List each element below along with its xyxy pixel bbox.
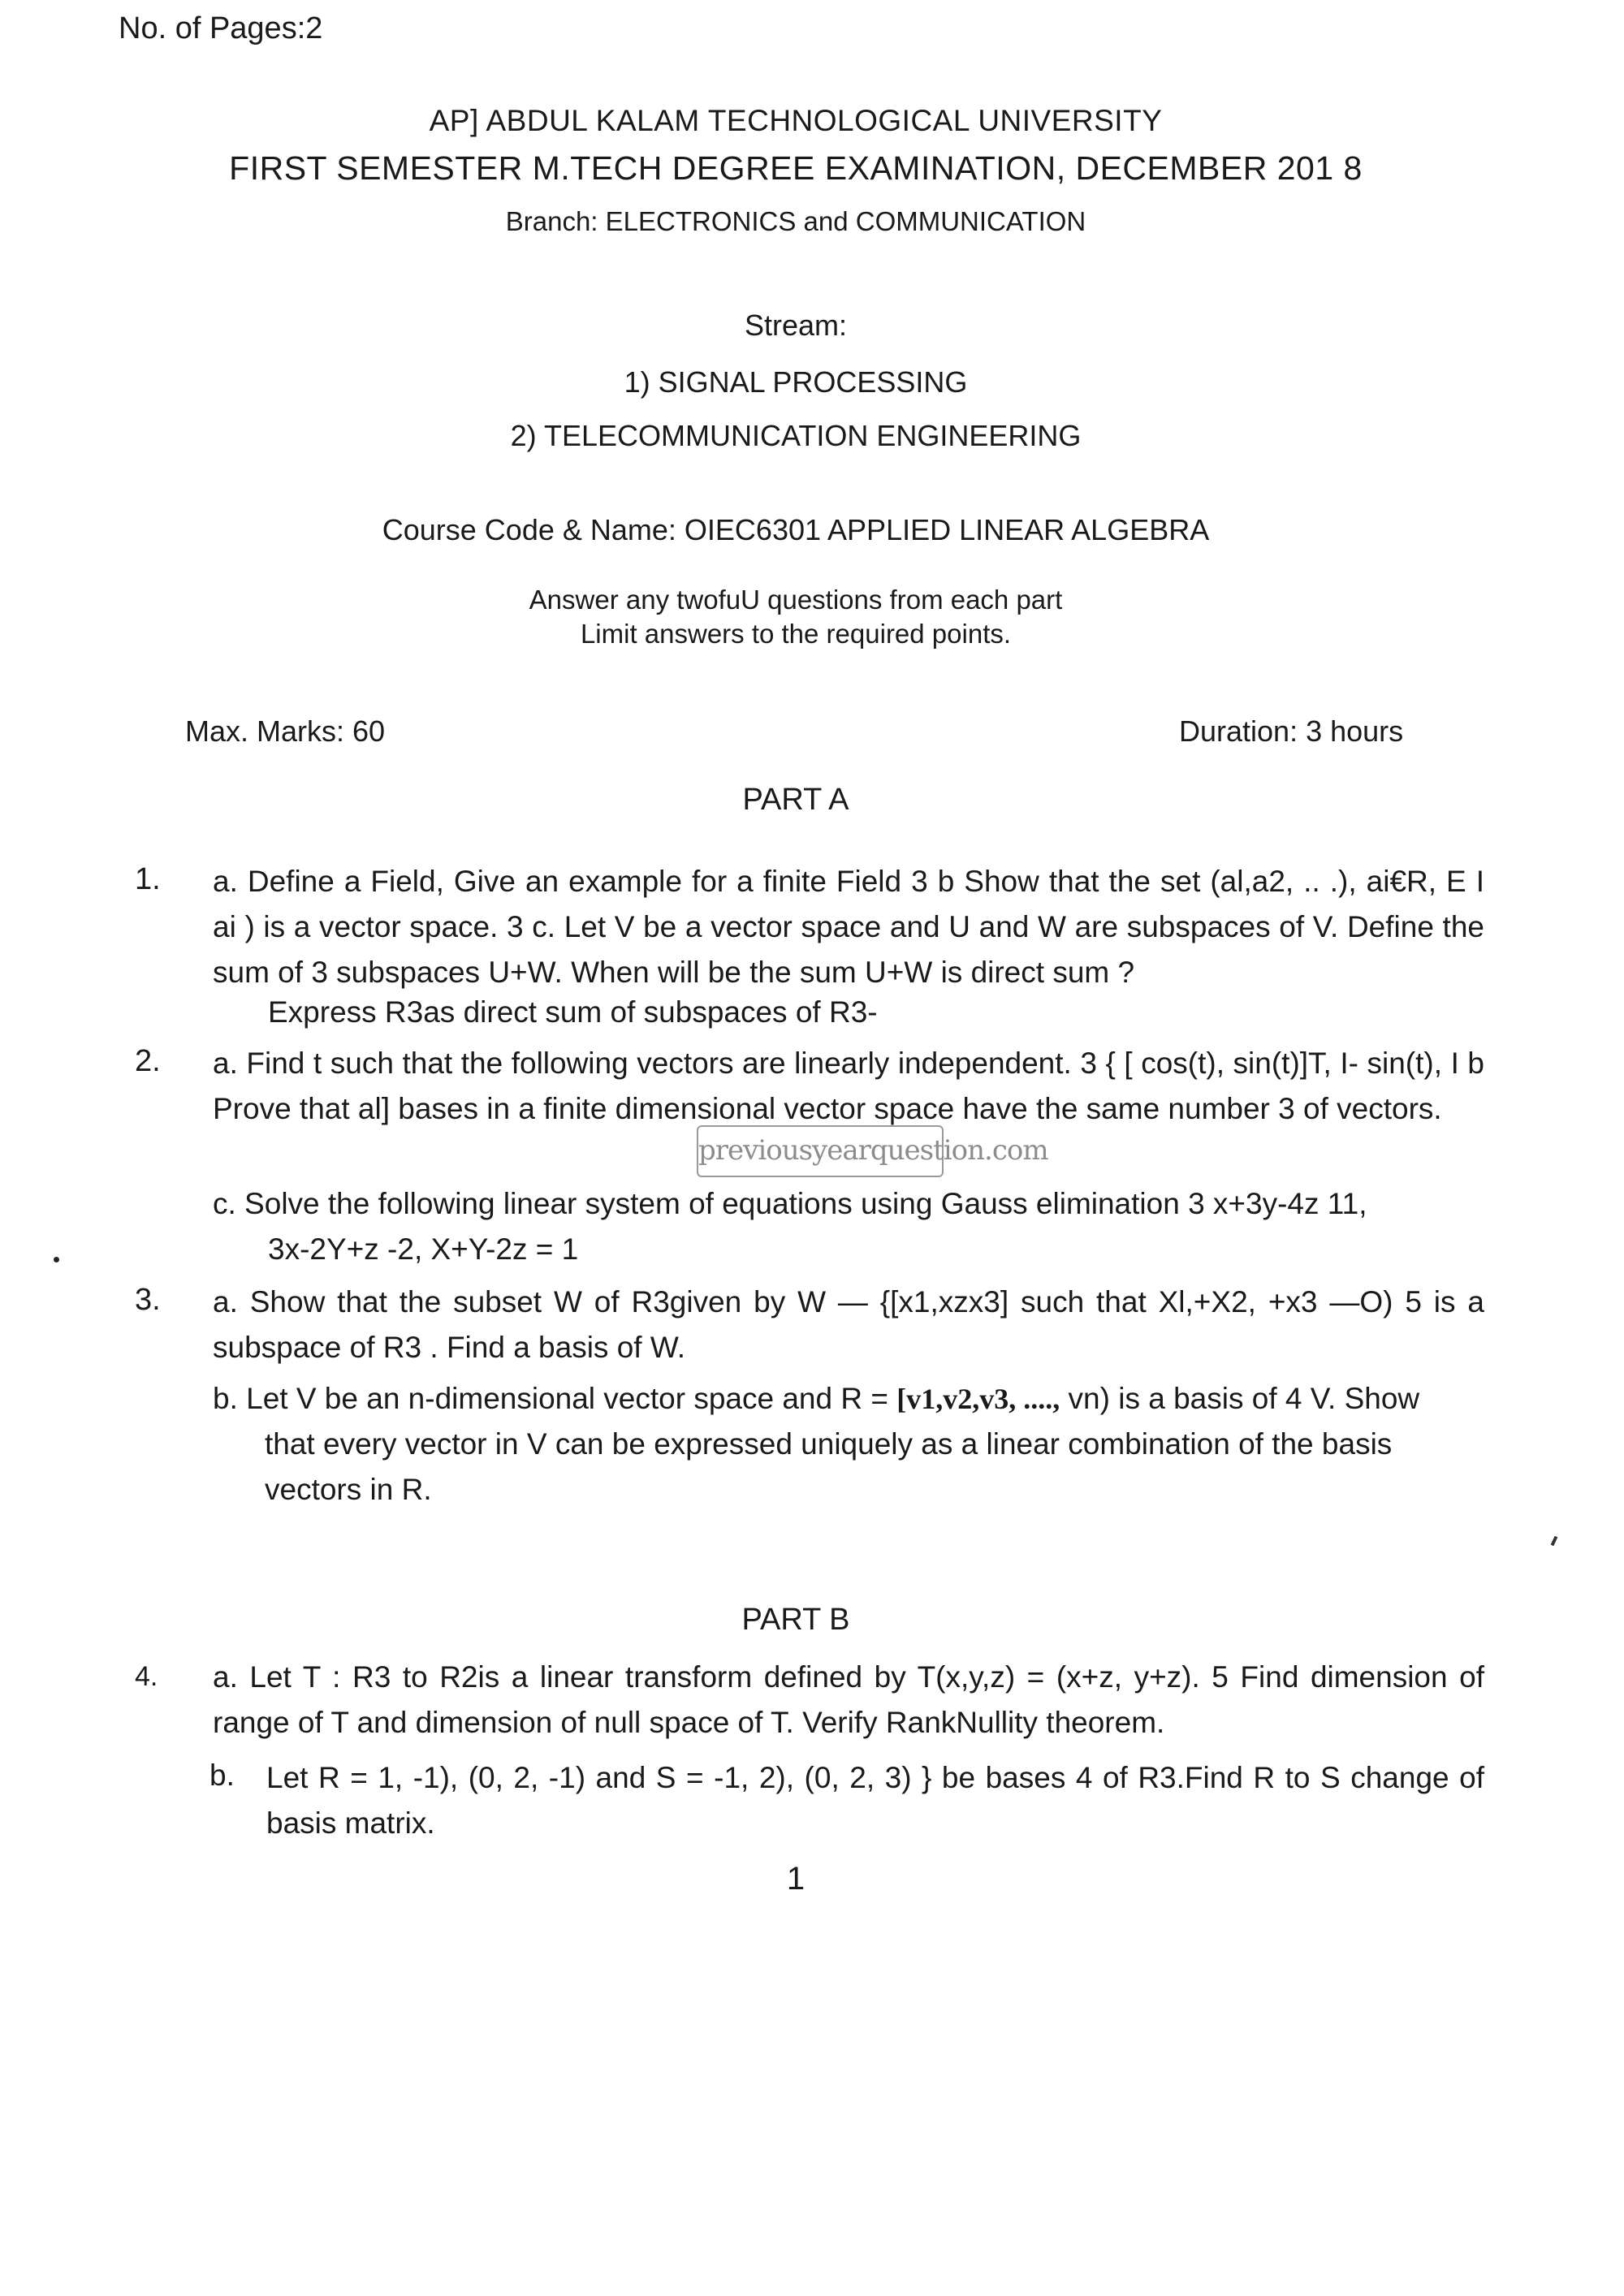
basis-vectors: [v1,v2,v3, ....,	[896, 1383, 1060, 1415]
question-1-number: 1.	[135, 862, 161, 896]
branch: Branch: ELECTRONICS and COMMUNICATION	[505, 206, 1086, 236]
question-2-text: a. Find t such that the following vectors are linearly independent. 3 { [ cos(t), sin(t)]T, I- sin(t), I b Prove that al] bases in a finite dimensional vector space have the same number 3 of vectors.	[213, 1047, 1484, 1125]
instruction-2: Limit answers to the required points.	[580, 619, 1012, 649]
question-4b-label: b.	[209, 1759, 235, 1792]
course-code-name: Course Code & Name: OIEC6301 APPLIED LINEAR ALGEBRA	[382, 513, 1210, 546]
question-3b-line-1	[213, 1382, 1484, 1416]
page-number: 1	[786, 1861, 806, 1897]
question-3a-text: a. Show that the subset W of R3given by W — {[x1,xzx3] such that Xl,+X2, +x3 —O) 5 is a subspace of R3 . Find a basis of W.	[213, 1285, 1484, 1364]
page-count: No. of Pages:2	[119, 11, 323, 45]
question-1-text: a. Define a Field, Give an example for a finite Field 3 b Show that the set (al,a2, .. .), ai€R, E I ai ) is a vector space. 3 c. Let V be a vector space and U and W are subspaces of V. Define the sum of 3 subspaces U+W. When will be the sum U+W is direct sum ?	[213, 865, 1484, 989]
stream-label: Stream:	[744, 309, 848, 342]
exam-title: FIRST SEMESTER M.TECH DEGREE EXAMINATION, DECEMBER 201 8	[229, 149, 1363, 187]
question-4-number: 4.	[135, 1661, 158, 1692]
question-2c-line-1: c. Solve the following linear system of equations using Gauss elimination 3 x+3y-4z 11,	[213, 1187, 1367, 1220]
stream-item-2: 2) TELECOMMUNICATION ENGINEERING	[510, 419, 1082, 452]
question-2-number: 2.	[135, 1044, 161, 1078]
instruction-1: Answer any twofuU questions from each part	[529, 585, 1063, 615]
watermark-logo: previousyearquestion.com	[697, 1125, 944, 1177]
question-4a-text: a. Let T : R3 to R2is a linear transform defined by T(x,y,z) = (x+z, y+z). 5 Find dimension of range of T and dimension of null space of T. Verify RankNullity theorem.	[213, 1660, 1484, 1739]
question-3b-end: vn) is a basis of 4 V. Show	[1060, 1382, 1420, 1415]
question-3b-start: b. Let V be an n-dimensional vector space and R =	[213, 1382, 897, 1415]
question-1-continuation: Express R3as direct sum of subspaces of R3-	[268, 995, 878, 1029]
question-3b-line-2: that every vector in V can be expressed uniquely as a linear combination of the basis	[265, 1427, 1393, 1461]
stray-mark	[54, 1257, 59, 1262]
part-b-title: PART B	[741, 1603, 850, 1637]
question-3b-line-3: vectors in R.	[265, 1473, 432, 1506]
duration: Duration: 3 hours	[1179, 714, 1404, 748]
stray-mark	[1551, 1536, 1558, 1547]
question-3-number: 3.	[135, 1283, 161, 1317]
university-name: AP] ABDUL KALAM TECHNOLOGICAL UNIVERSITY	[429, 104, 1163, 137]
question-4b-text: Let R = 1, -1), (0, 2, -1) and S = -1, 2), (0, 2, 3) } be bases 4 of R3.Find R to S change of basis matrix.	[266, 1761, 1484, 1840]
stream-item-1: 1) SIGNAL PROCESSING	[624, 365, 968, 399]
max-marks: Max. Marks: 60	[185, 714, 386, 748]
question-2c-line-2: 3x-2Y+z -2, X+Y-2z = 1	[268, 1232, 579, 1266]
part-a-title: PART A	[742, 783, 849, 817]
